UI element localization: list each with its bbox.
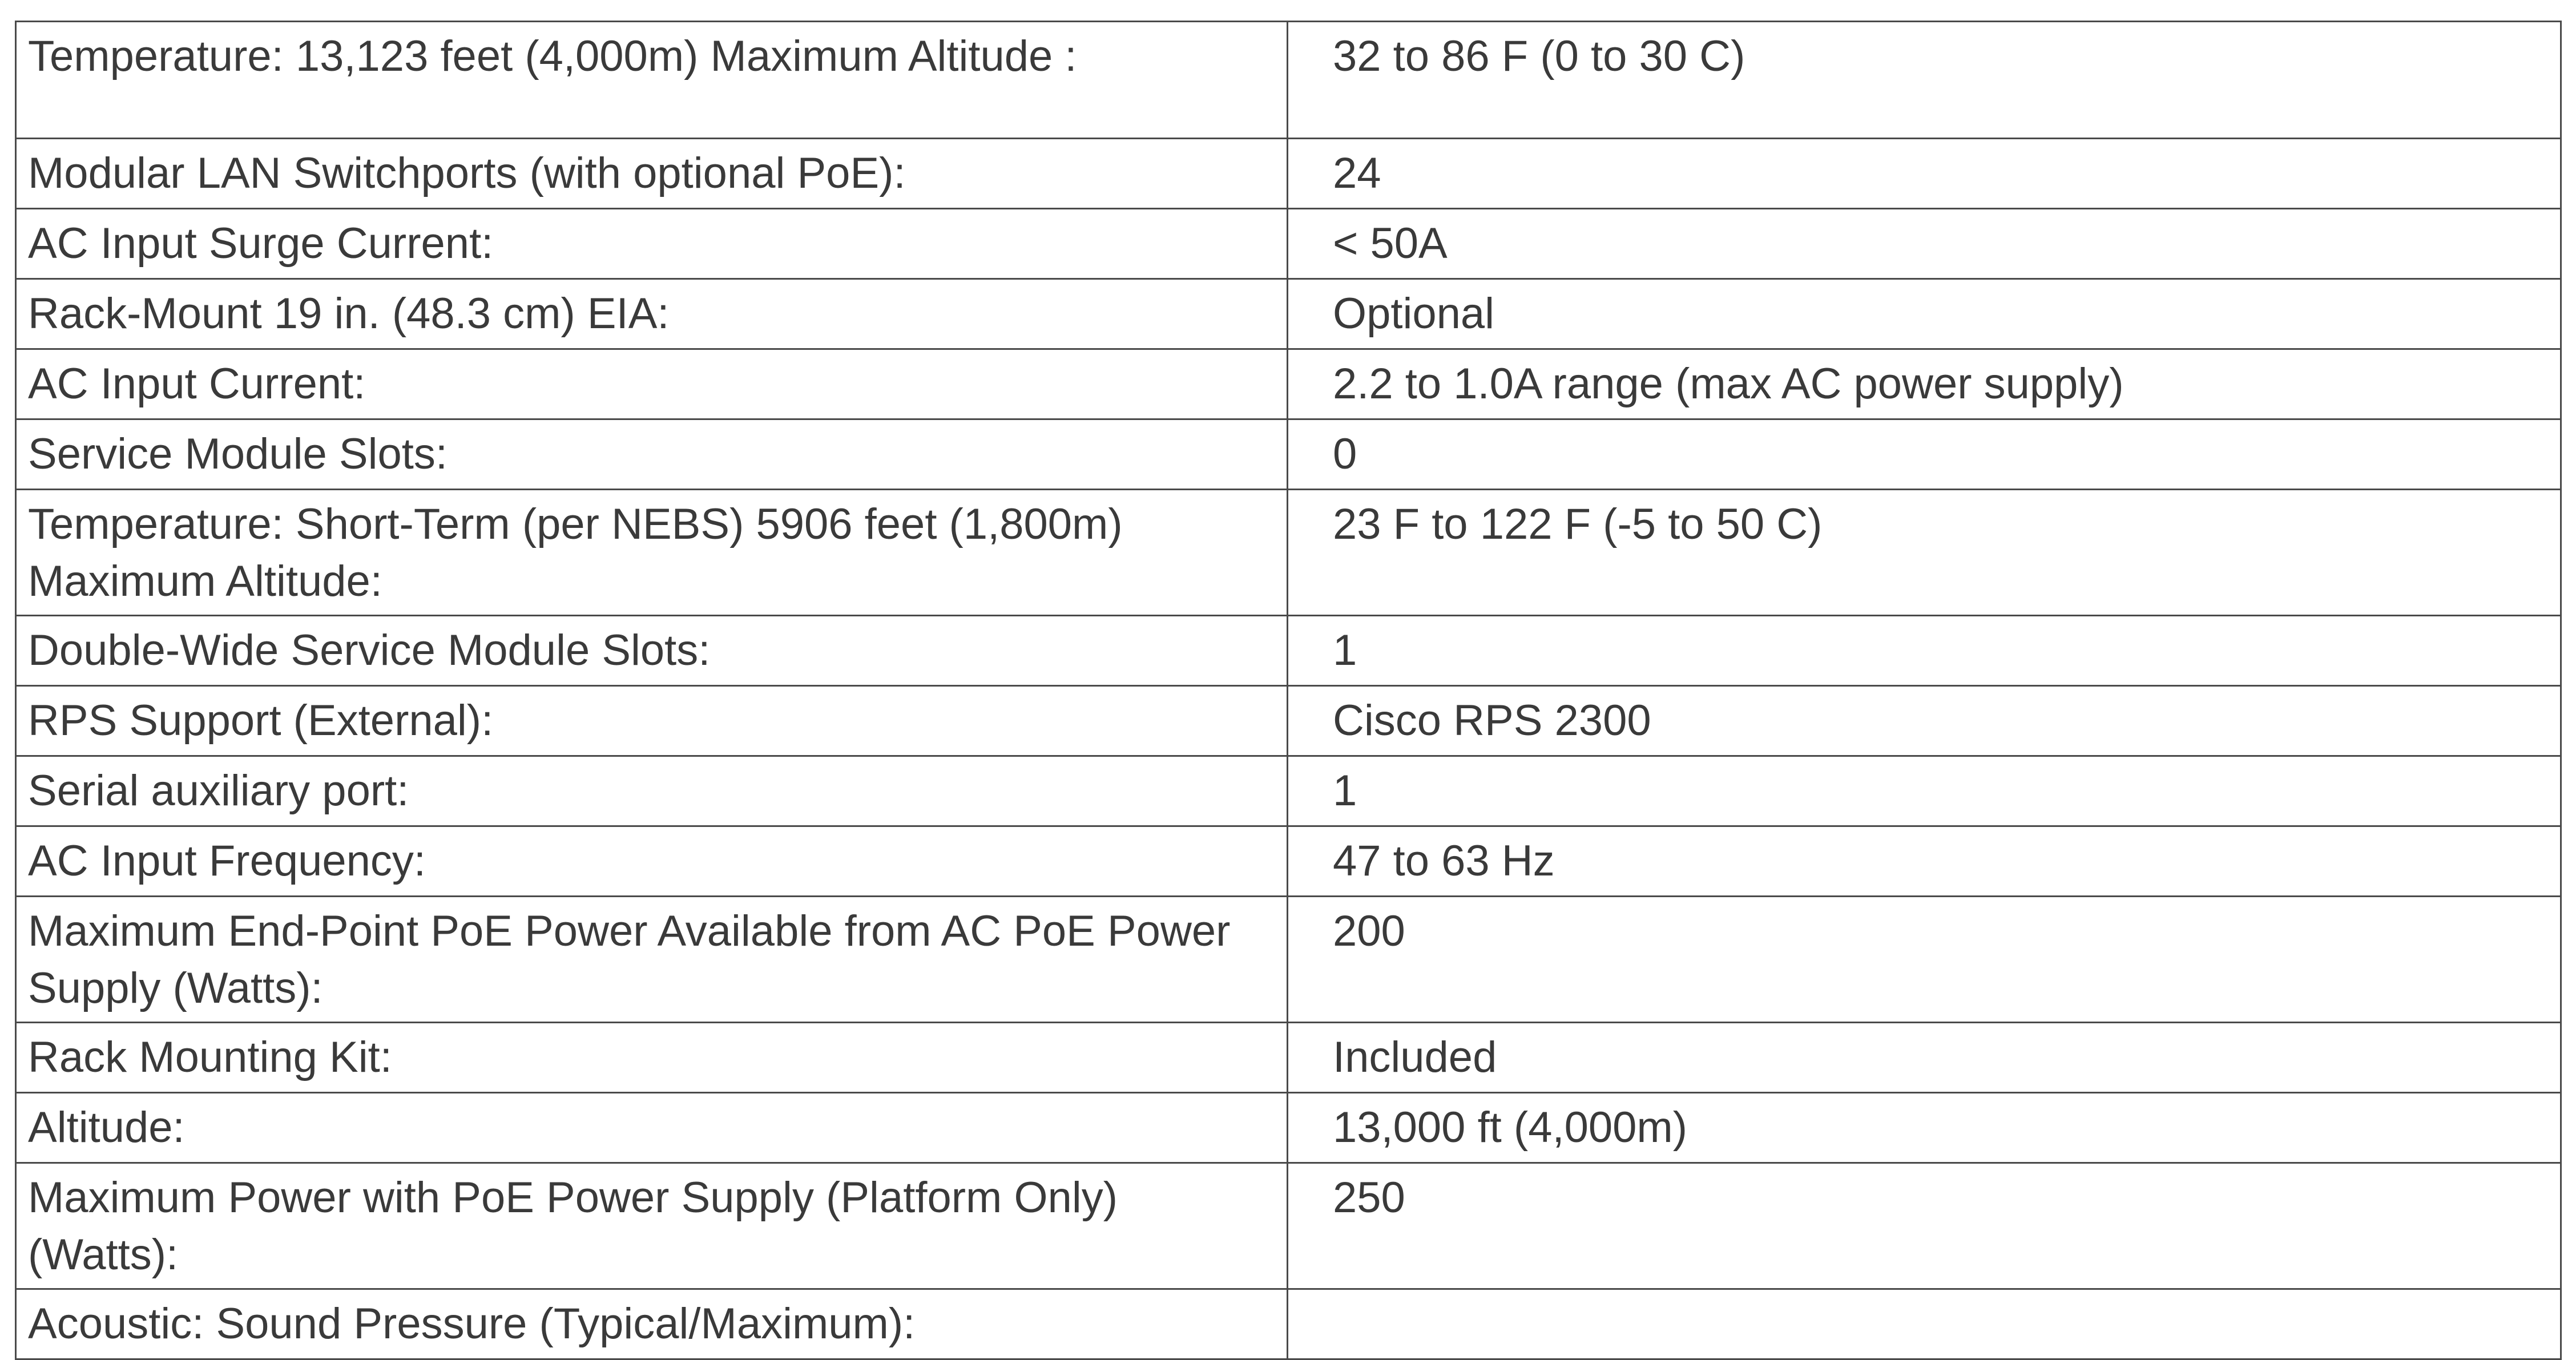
spec-value: 200 — [1288, 897, 2561, 1023]
spec-value: 23 F to 122 F (-5 to 50 C) — [1288, 490, 2561, 616]
spec-label: RPS Support (External): — [16, 686, 1288, 756]
spec-label: Acoustic: Sound Pressure (Typical/Maximum): — [16, 1289, 1288, 1359]
table-row — [16, 419, 2561, 490]
table-row — [16, 1163, 2561, 1289]
spec-value: Cisco RPS 2300 — [1288, 686, 2561, 756]
spec-label: AC Input Surge Current: — [16, 209, 1288, 279]
spec-value: 24 — [1288, 139, 2561, 209]
spec-table-body — [16, 22, 2561, 1359]
table-row — [16, 139, 2561, 209]
spec-value: < 50A — [1288, 209, 2561, 279]
table-row — [16, 1289, 2561, 1359]
spec-value: Optional — [1288, 279, 2561, 349]
spec-table — [15, 21, 2562, 1360]
spec-value: 1 — [1288, 756, 2561, 826]
spec-value: 0 — [1288, 419, 2561, 490]
spec-value: 32 to 86 F (0 to 30 C) — [1288, 22, 2561, 139]
table-row — [16, 22, 2561, 139]
spec-label: Maximum End-Point PoE Power Available from AC PoE Power Supply (Watts): — [16, 897, 1288, 1023]
table-row — [16, 279, 2561, 349]
spec-label: Rack Mounting Kit: — [16, 1023, 1288, 1093]
spec-label: Double-Wide Service Module Slots: — [16, 616, 1288, 686]
table-row — [16, 826, 2561, 897]
spec-value: 47 to 63 Hz — [1288, 826, 2561, 897]
spec-label: Temperature: Short-Term (per NEBS) 5906 feet (1,800m) Maximum Altitude: — [16, 490, 1288, 616]
table-row — [16, 897, 2561, 1023]
table-row — [16, 616, 2561, 686]
spec-label: Temperature: 13,123 feet (4,000m) Maximum Altitude : — [16, 22, 1288, 139]
spec-value: 2.2 to 1.0A range (max AC power supply) — [1288, 349, 2561, 419]
spec-value: 13,000 ft (4,000m) — [1288, 1093, 2561, 1163]
table-row — [16, 349, 2561, 419]
spec-value: 250 — [1288, 1163, 2561, 1289]
spec-value — [1288, 1289, 2561, 1359]
spec-label: Modular LAN Switchports (with optional PoE): — [16, 139, 1288, 209]
spec-label: Service Module Slots: — [16, 419, 1288, 490]
spec-label: AC Input Current: — [16, 349, 1288, 419]
spec-label: Rack-Mount 19 in. (48.3 cm) EIA: — [16, 279, 1288, 349]
spec-label: Serial auxiliary port: — [16, 756, 1288, 826]
table-row — [16, 490, 2561, 616]
spec-label: Altitude: — [16, 1093, 1288, 1163]
table-row — [16, 209, 2561, 279]
table-row — [16, 1093, 2561, 1163]
spec-value: 1 — [1288, 616, 2561, 686]
spec-label: AC Input Frequency: — [16, 826, 1288, 897]
table-row — [16, 756, 2561, 826]
table-row — [16, 1023, 2561, 1093]
table-row — [16, 686, 2561, 756]
spec-label: Maximum Power with PoE Power Supply (Platform Only) (Watts): — [16, 1163, 1288, 1289]
spec-value: Included — [1288, 1023, 2561, 1093]
